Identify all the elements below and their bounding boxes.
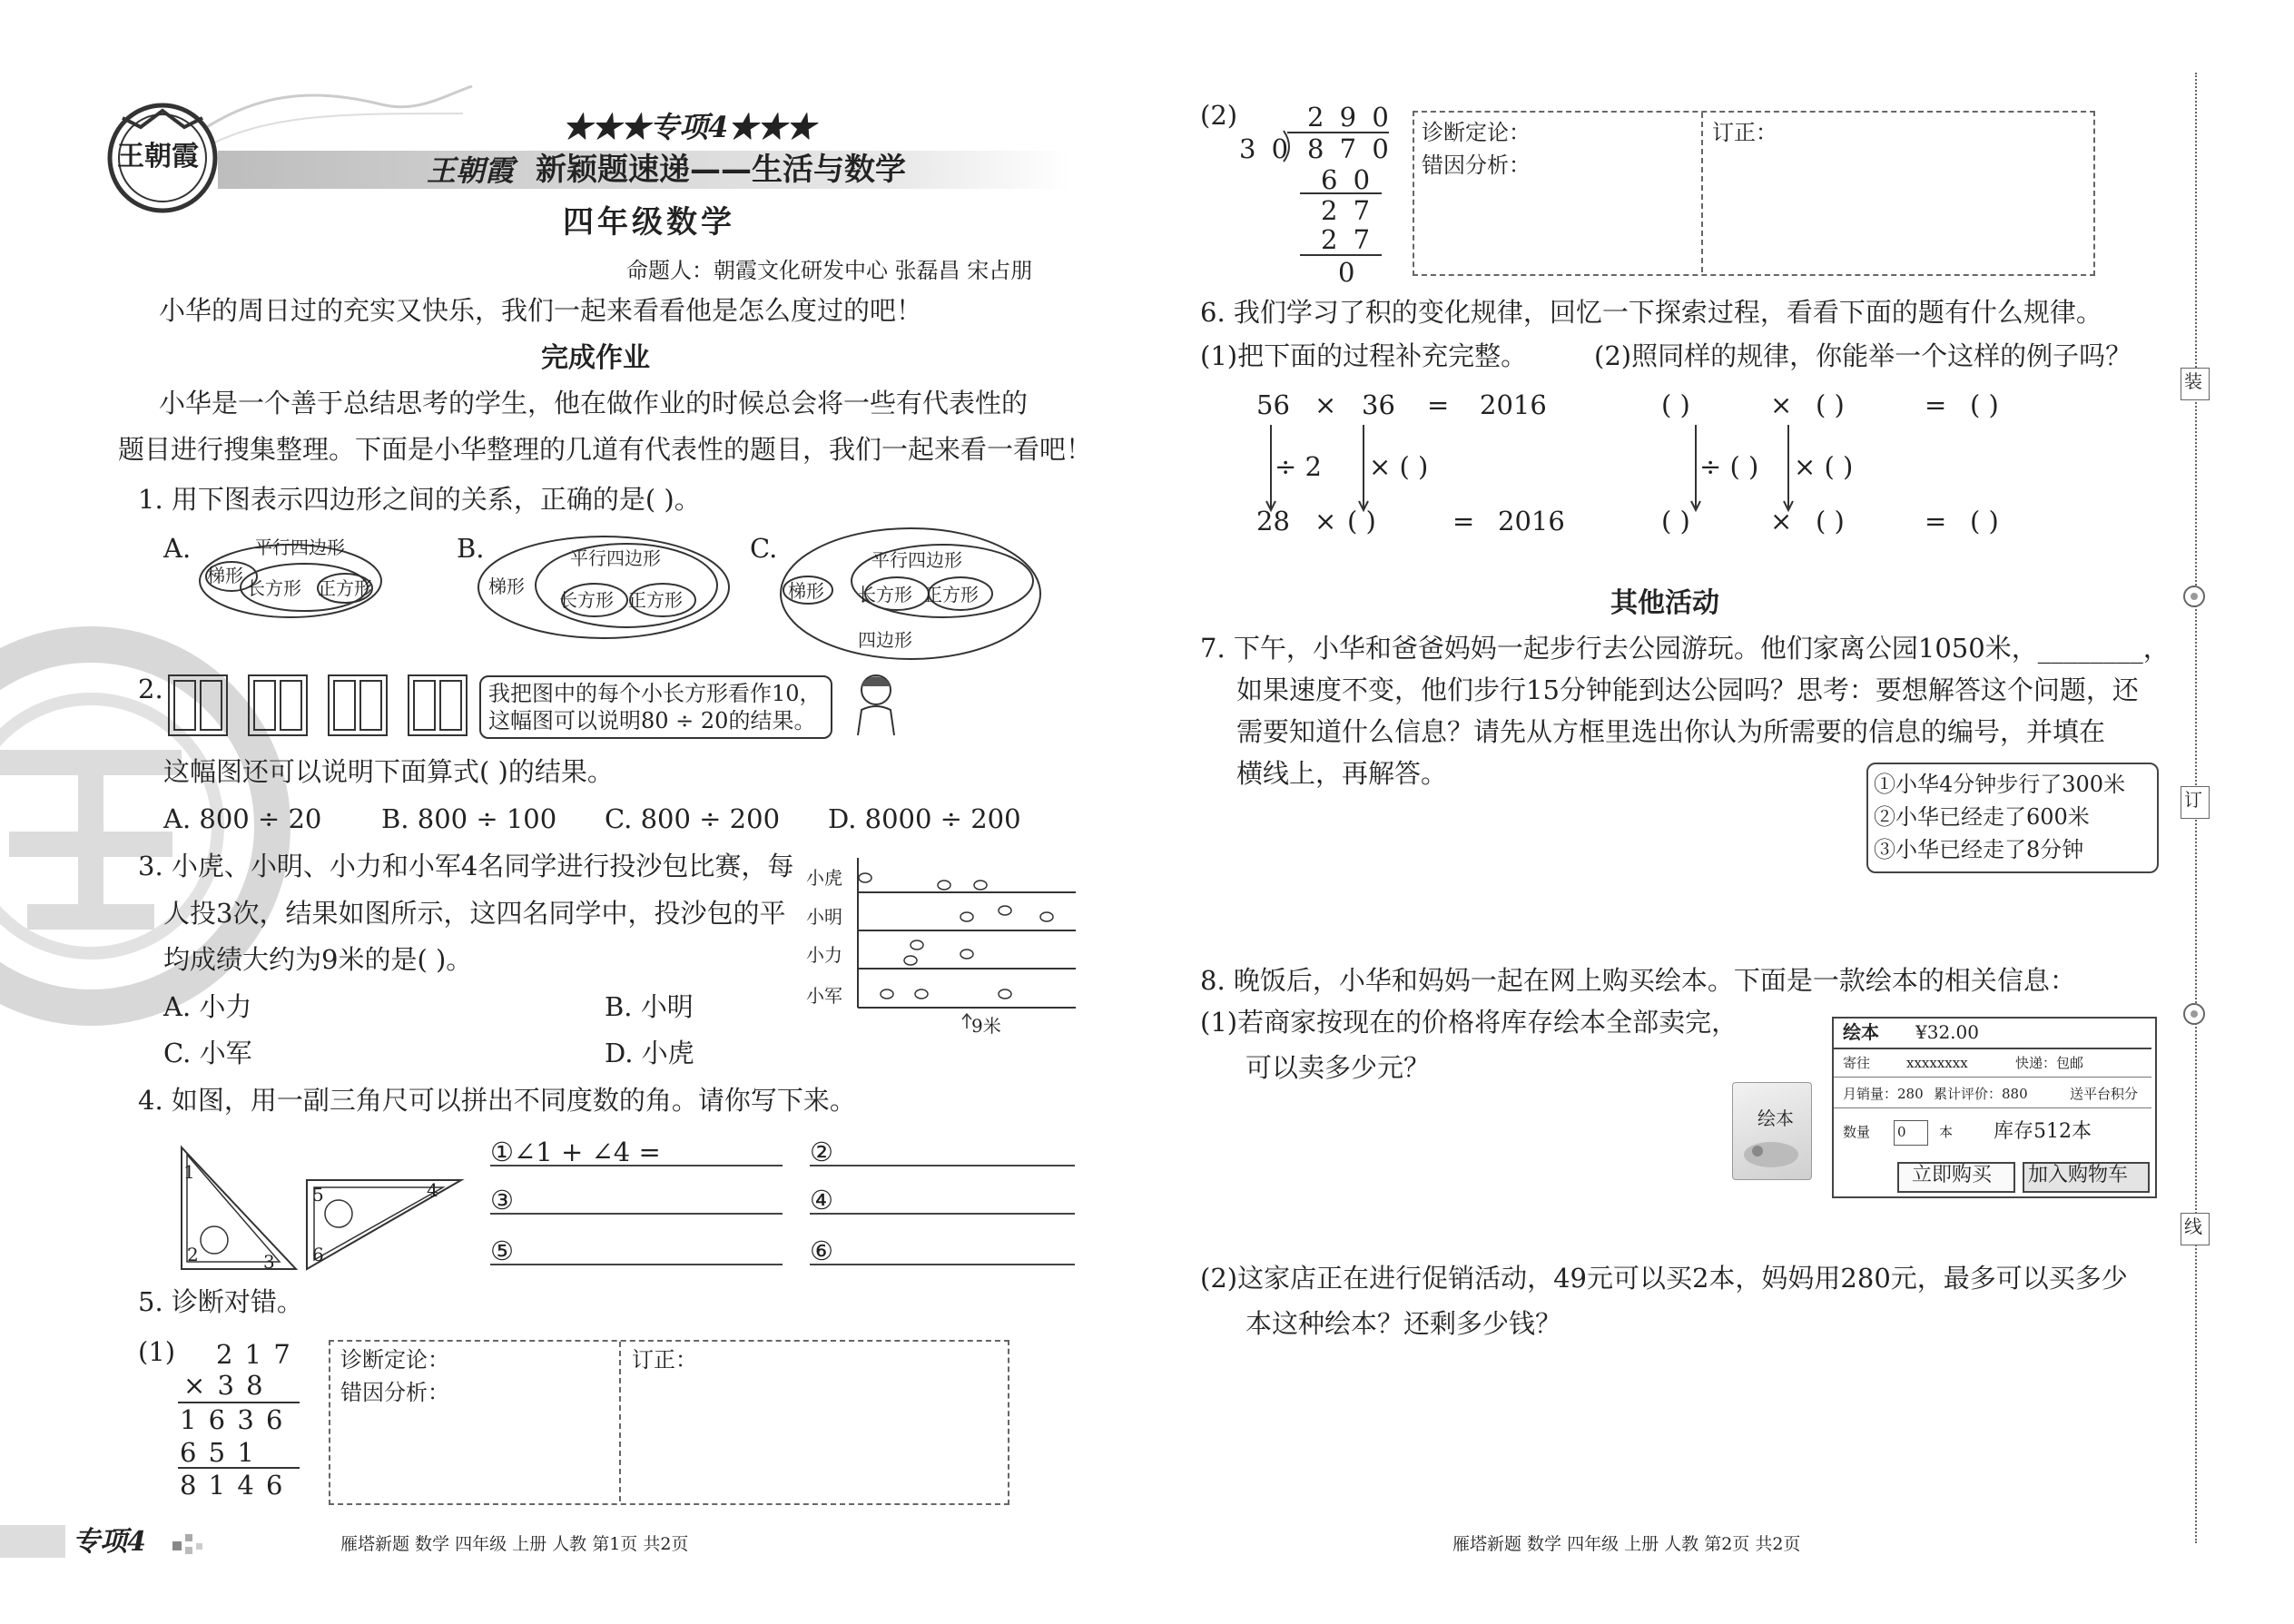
q3-line3: 均成绩大约为9米的是( )。 (163, 944, 473, 975)
q3-row-label-li: 小力 (806, 944, 842, 966)
q3-option-c: C. 小军 (163, 1038, 252, 1068)
q6-ex1-c[interactable]: ( ) (1970, 389, 1999, 420)
q6-stem: 6. 我们学习了积的变化规律，回忆一下探索过程，看看下面的题有什么规律。 (1200, 297, 2102, 328)
q1c-rect: 长方形 (858, 584, 912, 605)
q3-row-label-hu: 小虎 (806, 867, 842, 889)
q5-stem: 5. 诊断对错。 (138, 1286, 303, 1317)
binding-hole-2 (2182, 1002, 2206, 1026)
q6-ex2-eq: = (1925, 506, 1947, 536)
section-paragraph-2: 题目进行搜集整理。下面是小华整理的几道有代表性的题目，我们一起来看一看吧！ (118, 434, 1093, 465)
product-name: 绘本 (1843, 1021, 1879, 1043)
q4-blank-3[interactable] (490, 1213, 783, 1215)
product-delivery: 快递：包邮 (2015, 1055, 2084, 1071)
book-label: 绘本 (1757, 1107, 1794, 1129)
q4-blank-4-label: ④ (810, 1185, 833, 1216)
q1b-trap: 梯形 (488, 576, 525, 597)
q3-row-label-jun: 小军 (806, 985, 842, 1007)
q5-mult-row5: 8 1 4 6 (180, 1470, 285, 1501)
q6-ex2-c[interactable]: ( ) (1970, 506, 1999, 536)
q5-part1-divider (619, 1342, 621, 1501)
footer-badge: 专项4 (73, 1526, 146, 1558)
q4-blank-6-label: ⑥ (810, 1235, 833, 1266)
q4-triangles (180, 1146, 497, 1273)
q7-line3: 需要知道什么信息？请先从方框里选出你认为所需要的信息的编号，并填在 (1236, 716, 2106, 747)
q8-sub1-line1: (1)若商家按现在的价格将库存绘本全部卖完， (1200, 1007, 1738, 1038)
subject-title: 四年级数学 (563, 204, 735, 241)
boy-icon (849, 670, 903, 738)
brand-logo (104, 100, 221, 216)
q5-div-rule1 (1300, 192, 1382, 194)
q1b-rect: 长方形 (559, 589, 614, 611)
q4-blank-2[interactable] (810, 1165, 1075, 1166)
q8-sub2-line1: (2)这家店正在进行促销活动，49元可以买2本，妈妈用280元，最多可以买多少 (1200, 1263, 2128, 1294)
q4-angle-3: 3 (263, 1251, 275, 1273)
q2-bubble-line2: 这幅图可以说明80 ÷ 20的结果。 (488, 708, 816, 733)
q5-div-dividend: 8 7 0 (1307, 133, 1393, 164)
q2-rectangles (169, 675, 478, 739)
product-stock: 库存512本 (1994, 1120, 2092, 1143)
q7-info-3[interactable]: ③小华已经走了8分钟 (1874, 837, 2084, 862)
q4-angle-5: 5 (312, 1184, 324, 1206)
footer-squares-icon (172, 1534, 209, 1561)
q4-blank-5[interactable] (490, 1264, 783, 1265)
q5-mult-rule1 (178, 1402, 300, 1403)
binding-mark-1-text: 装 (2184, 370, 2202, 392)
q3-dot-chart (803, 858, 1085, 1012)
q1c-trap: 梯形 (788, 580, 824, 602)
binding-mark-3-text: 线 (2184, 1216, 2202, 1237)
q7-line2: 如果速度不变，他们步行15分钟能到达公园吗？思考：要想解答这个问题，还 (1236, 674, 2139, 705)
book-art-icon (1739, 1135, 1803, 1171)
q5-part1-reason: 错因分析： (340, 1380, 449, 1405)
q1a-para: 平行四边形 (254, 536, 345, 558)
q6-op-div: ÷ 2 (1275, 451, 1322, 482)
section-paragraph-1: 小华是一个善于总结思考的学生，他在做作业的时候总会将一些有代表性的 (159, 388, 1029, 418)
q4-blank-3-label: ③ (490, 1185, 514, 1216)
q1a-trap: 梯形 (207, 565, 243, 586)
intro-text: 小华的周日过的充实又快乐，我们一起来看看他是怎么度过的吧！ (159, 295, 923, 326)
product-price: ¥32.00 (1915, 1021, 1979, 1043)
q8-sub1-line2: 可以卖多少元？ (1245, 1052, 1431, 1083)
product-qty-label: 数量 (1843, 1124, 1871, 1140)
product-qty-value: 0 (1897, 1124, 1906, 1140)
q5-mult-row4: 6 5 1 (180, 1437, 256, 1468)
q4-angle-2: 2 (187, 1244, 199, 1265)
q1c-para: 平行四边形 (871, 549, 962, 571)
product-reviews: 累计评价：880 (1934, 1086, 2028, 1102)
q1a-square: 正方形 (318, 577, 372, 599)
q6-ex-mul[interactable]: × ( ) (1794, 451, 1854, 482)
binding-mark-2-text: 订 (2184, 789, 2202, 811)
q6-ex1-a[interactable]: ( ) (1661, 389, 1690, 420)
q3-option-d: D. 小虎 (605, 1038, 694, 1068)
q5-part2-reason: 错因分析： (1422, 153, 1531, 178)
q5-part2-correction: 订正： (1712, 120, 1777, 145)
q4-blank-1[interactable] (490, 1165, 783, 1166)
q6-ex2-times: × (1770, 506, 1793, 536)
section-heading-homework: 完成作业 (541, 342, 650, 374)
q5-div-step4: 0 (1338, 257, 1355, 288)
q6-sub2: (2)照同样的规律，你能举一个这样的例子吗？ (1594, 340, 2132, 371)
product-ship-address: xxxxxxxx (1906, 1055, 1968, 1071)
product-ship-label: 寄往 (1843, 1055, 1871, 1071)
q3-line2: 人投3次，结果如图所示，这四名同学中，投沙包的平 (163, 898, 786, 929)
q6-eq2-eq: = (1452, 506, 1475, 536)
q5-part2-label: (2) (1200, 100, 1238, 131)
q4-blank-5-label: ⑤ (490, 1235, 514, 1266)
binding-hole-1 (2182, 585, 2206, 608)
q5-div-step3: 2 7 (1321, 224, 1374, 255)
q2-option-a: A. 800 ÷ 20 (163, 803, 322, 834)
q5-part2-diagnosis: 诊断定论： (1422, 120, 1531, 145)
q8-sub2-line2: 本这种绘本？还剩多少钱？ (1245, 1308, 1562, 1339)
q5-div-step2: 2 7 (1321, 195, 1374, 226)
q1-stem: 1. 用下图表示四边形之间的关系，正确的是( )。 (138, 484, 701, 515)
logo-text: 王朝霞 (117, 141, 199, 172)
q6-ex1-b[interactable]: ( ) (1816, 389, 1845, 420)
q5-part1-diagnosis: 诊断定论： (340, 1347, 449, 1373)
footer-left-text: 雁塔新题 数学 四年级 上册 人教 第1页 共2页 (340, 1534, 689, 1554)
product-qty-unit: 本 (1939, 1124, 1954, 1140)
page-title: 新颖题速递——生活与数学 (536, 152, 906, 188)
q1c-quad: 四边形 (858, 629, 912, 651)
q5-mult-row3: 1 6 3 6 (180, 1404, 285, 1435)
q4-blank-4[interactable] (810, 1213, 1075, 1215)
q2-stem: 这幅图还可以说明下面算式( )的结果。 (163, 756, 614, 787)
q5-div-rule2 (1300, 254, 1382, 256)
q2-option-b: B. 800 ÷ 100 (381, 803, 557, 834)
q6-eq1-b: 36 (1362, 389, 1395, 420)
q6-eq1-a: 56 (1256, 389, 1290, 420)
footer-right-text: 雁塔新题 数学 四年级 上册 人教 第2页 共2页 (1452, 1534, 1801, 1554)
buy-now-label: 立即购买 (1912, 1164, 1993, 1186)
product-points: 送平台积分 (2070, 1086, 2139, 1102)
ribbon-decoration (200, 77, 472, 159)
q7-info-2[interactable]: ②小华已经走了600米 (1874, 804, 2090, 830)
q6-eq1-eq: = (1427, 389, 1450, 420)
q6-eq2-a: 28 (1256, 506, 1290, 536)
q1-option-c: C. (750, 533, 778, 564)
q6-ex-div[interactable]: ÷ ( ) (1699, 451, 1759, 482)
q5-mult-row1: 2 1 7 (216, 1339, 292, 1370)
q3-line1: 3. 小虎、小明、小力和小军4名同学进行投沙包比赛，每 (138, 851, 794, 881)
footer-badge-bar (0, 1525, 65, 1558)
q6-op-mul: × ( ) (1369, 451, 1429, 482)
authors: 命题人：朝霞文化研发中心 张磊昌 宋占朋 (626, 258, 1033, 283)
add-to-cart-label: 加入购物车 (2028, 1164, 2129, 1186)
q4-blank-2-label: ② (810, 1137, 833, 1167)
q7-info-1[interactable]: ①小华4分钟步行了300米 (1874, 772, 2126, 797)
q6-ex2-a[interactable]: ( ) (1661, 506, 1690, 536)
q5-part1-label: (1) (138, 1336, 176, 1367)
q6-eq2-times: × (1314, 506, 1337, 536)
q2-option-c: C. 800 ÷ 200 (605, 803, 781, 834)
q6-ex1-times: × (1770, 389, 1793, 420)
q2-bubble-line1: 我把图中的每个小长方形看作10， (488, 681, 822, 706)
q5-part1-correction: 订正： (632, 1347, 697, 1373)
product-card-header (1834, 1019, 2151, 1049)
q2-option-d: D. 8000 ÷ 200 (828, 803, 1021, 834)
brand-name: 王朝霞 (427, 153, 515, 188)
q6-eq1-times: × (1314, 389, 1337, 420)
q3-option-a: A. 小力 (163, 991, 252, 1022)
q3-option-b: B. 小明 (605, 991, 694, 1022)
q1a-rect: 长方形 (247, 577, 301, 599)
q6-ex2-b[interactable]: ( ) (1816, 506, 1845, 536)
q1b-para: 平行四边形 (570, 547, 661, 569)
q5-mult-rule2 (178, 1467, 300, 1469)
q4-angle-4: 4 (427, 1179, 438, 1201)
q4-blank-6[interactable] (810, 1264, 1075, 1265)
q6-eq1-c: 2016 (1480, 389, 1547, 420)
q4-angle-6: 6 (312, 1244, 324, 1265)
q5-div-step1: 6 0 (1321, 164, 1374, 195)
q3-marker-label: 9米 (971, 1015, 1001, 1037)
q5-part2-divider (1701, 113, 1703, 272)
q7-line1: 7. 下午，小华和爸爸妈妈一起步行去公园游玩。他们家离公园1050米，________， (1200, 633, 2170, 664)
q7-line4: 横线上，再解答。 (1236, 758, 1448, 789)
q5-div-divisor: 3 0 (1239, 133, 1293, 164)
product-sales: 月销量：280 (1843, 1086, 1924, 1102)
q3-row-label-ming: 小明 (806, 906, 842, 928)
q4-angle-1: 1 (183, 1161, 195, 1183)
q4-stem: 4. 如图，用一副三角尺可以拼出不同度数的角。请你写下来。 (138, 1085, 856, 1116)
q6-sub1: (1)把下面的过程补充完整。 (1200, 340, 1528, 371)
q1-option-a: A. (163, 533, 192, 564)
section-heading-activities: 其他活动 (1610, 587, 1719, 619)
series-label: ★★★专项4★★★ (563, 110, 816, 144)
q1-option-b: B. (457, 533, 485, 564)
product-card-rule1 (1834, 1077, 2151, 1078)
q6-ex1-eq: = (1925, 389, 1947, 420)
q6-eq2-b[interactable]: ( ) (1347, 506, 1376, 536)
q5-mult-row2: × 3 8 (183, 1370, 265, 1401)
q5-div-quotient: 2 9 0 (1307, 102, 1393, 133)
q6-eq2-c: 2016 (1498, 506, 1565, 536)
q1b-square: 正方形 (628, 589, 683, 611)
q1c-square: 正方形 (924, 584, 979, 605)
q8-stem: 8. 晚饭后，小华和妈妈一起在网上购买绘本。下面是一款绘本的相关信息： (1200, 965, 2076, 996)
q4-blank-1-label: ①∠1 + ∠4 = (490, 1137, 661, 1167)
q2-number: 2. (138, 674, 163, 704)
product-card-rule2 (1834, 1107, 2151, 1108)
